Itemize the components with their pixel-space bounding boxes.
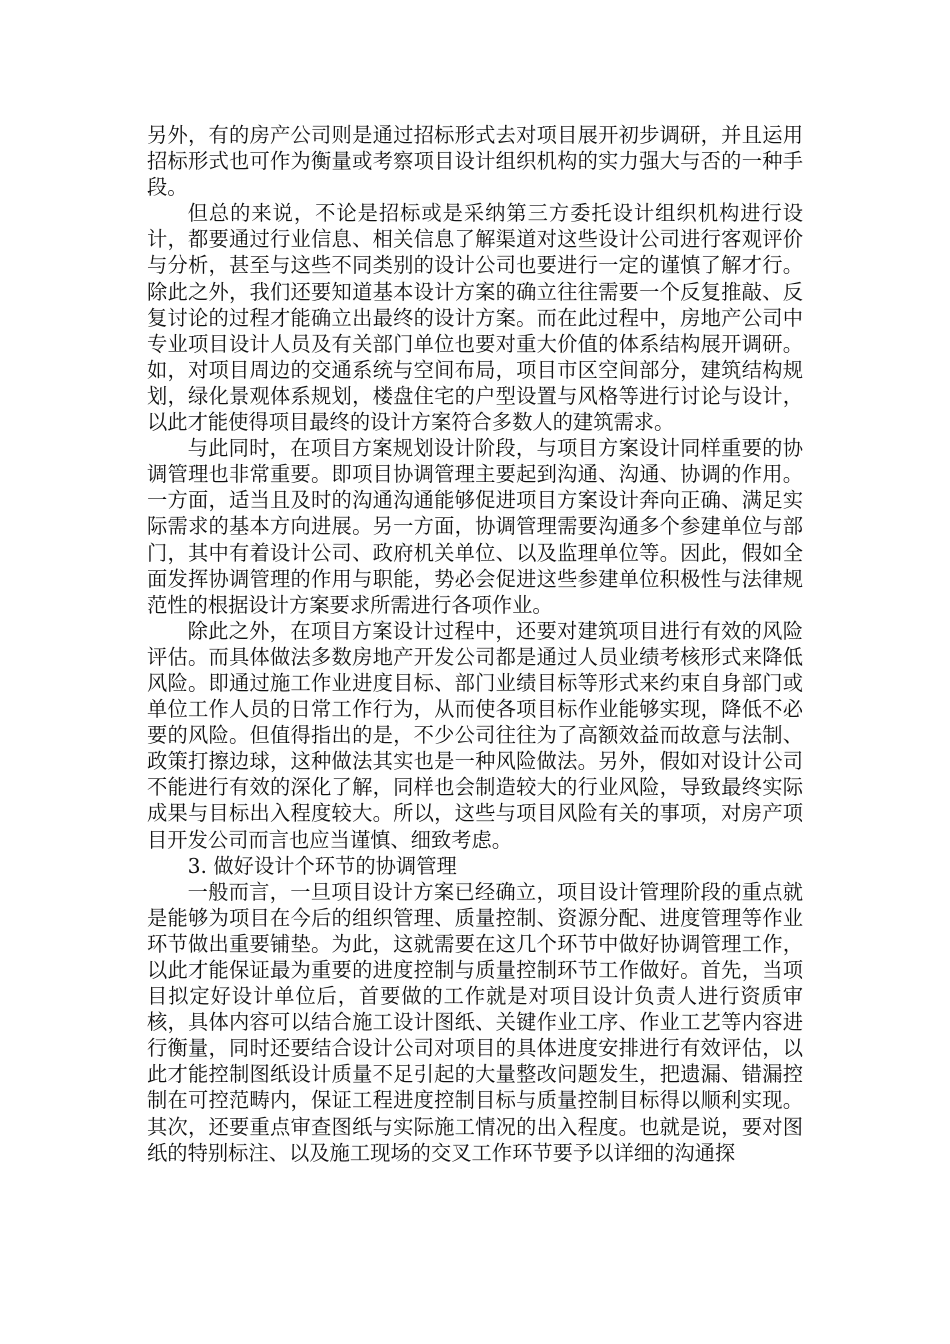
paragraph-5: 一般而言，一旦项目设计方案已经确立，项目设计管理阶段的重点就是能够为项目在今后的组织管理、质量控制、资源分配、进度管理等作业环节做出重要铺垫。为此，这就需要在这几个环节中做好协调管理工作，以此才能保证最为重要的进度控制与质量控制环节工作做好。首先，当项目拟定好设计单位后，首要做的工作就是对项目设计负责人进行资质审核，具体内容可以结合施工设计图纸、关键作业工序、作业工艺等内容进行衡量，同时还要结合设计公司对项目的具体进度安排进行有效评估，以此才能控制图纸设计质量不足引起的大量整改问题发生，把遗漏、错漏控制在可控范畴内，保证工程进度控制目标与质量控制目标得以顺利实现。其次，还要重点审查图纸与实际施工情况的出入程度。也就是说，要对图纸的特别标注、以及施工现场的交叉工作环节要予以详细的沟通探 xyxy=(147,879,803,1165)
paragraph-1: 另外，有的房产公司则是通过招标形式去对项目展开初步调研，并且运用招标形式也可作为衡量或考察项目设计组织机构的实力强大与否的一种手段。 xyxy=(147,123,803,200)
paragraph-4: 除此之外，在项目方案设计过程中，还要对建筑项目进行有效的风险评估。而具体做法多数房地产开发公司都是通过人员业绩考核形式来降低风险。即通过施工作业进度目标、部门业绩目标等形式来约束自身部门或单位工作人员的日常工作行为，从而使各项目标作业能够实现，降低不必要的风险。但值得指出的是，不少公司往往为了高额效益而故意与法制、政策打擦边球，这种做法其实也是一种风险做法。另外，假如对设计公司不能进行有效的深化了解，同样也会制造较大的行业风险，导致最终实际成果与目标出入程度较大。所以，这些与项目风险有关的事项，对房产项目开发公司而言也应当谨慎、细致考虑。 xyxy=(147,618,803,852)
paragraph-3: 与此同时，在项目方案规划设计阶段，与项目方案设计同样重要的协调管理也非常重要。即项目协调管理主要起到沟通、沟通、协调的作用。一方面，适当且及时的沟通沟通能够促进项目方案设计奔向正确、满足实际需求的基本方向进展。另一方面，协调管理需要沟通多个参建单位与部门，其中有着设计公司、政府机关单位、以及监理单位等。因此，假如全面发挥协调管理的作用与职能，势必会促进这些参建单位积极性与法律规范性的根据设计方案要求所需进行各项作业。 xyxy=(147,436,803,617)
section-heading: 3. 做好设计个环节的协调管理 xyxy=(187,853,457,878)
document-page xyxy=(147,122,803,1166)
paragraph-2: 但总的来说，不论是招标或是采纳第三方委托设计组织机构进行设计，都要通过行业信息、相关信息了解渠道对这些设计公司进行客观评价与分析，甚至与这些不同类别的设计公司也要进行一定的谨慎了解才行。除此之外，我们还要知道基本设计方案的确立往往需要一个反复推敲、反复讨论的过程才能确立出最终的设计方案。而在此过程中，房地产公司中专业项目设计人员及有关部门单位也要对重大价值的体系结构展开调研。如，对项目周边的交通系统与空间布局，项目市区空间部分，建筑结构规划，绿化景观体系规划，楼盘住宅的户型设置与风格等进行讨论与设计，以此才能使得项目最终的设计方案符合多数人的建筑需求。 xyxy=(147,201,803,435)
